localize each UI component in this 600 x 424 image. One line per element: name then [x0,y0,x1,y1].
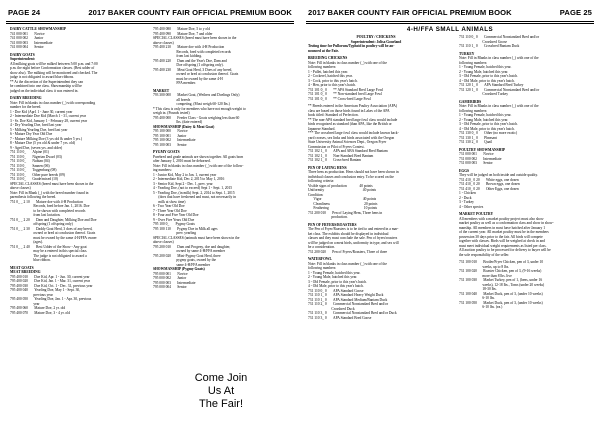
book-title: 2017 BAKER COUNTY FAIR OFFICIAL PREMIUM BOOK [308,8,512,17]
text-line: Uniformity 40 points [308,188,377,192]
text-line: 795 000 002 Junior [153,276,187,280]
text-line: 751 110 0_ Toggenburg (08) [10,168,57,172]
text-line: 751 0_ _ 2 10 Mature doe with 4-H Production [10,199,83,204]
text-line: 795 100 0_ Pygmy Goats [153,222,195,226]
text-line: show also). The milking will be monitored and checked. The [10,70,98,75]
text-line: market poultry as well as a conformation class and show in show- [459,221,554,225]
text-line: may be a entered in this special class. [10,249,88,253]
section-heading: BREEDING CHICKENS [308,56,348,60]
text-line: Purebred and grade animals are shown together. All goats born [153,154,244,159]
text-line: 2 - Young Male, hatched this year. [459,117,509,122]
text-line: 2 - Young Male, hatched this year. [308,275,358,279]
text-line: 795 100 110 Pygmy Doe in Milk all ages [153,226,218,231]
text-line: 731 130 2_ 0 Quail [459,140,493,144]
text-line: 3 - Sr. Doe Kid, January 1 - February 28, current year [10,118,88,123]
text-line: 741 000 003 Intermediate [10,40,53,45]
text-line: individual classes and conclusion entry. To be scored on the [308,174,394,179]
text-line: 795 400 210 Mature doe with 4-H Production [153,45,225,49]
text-line: 5 - Milking Yearling Doe, bred last year [10,127,68,132]
left-column-1 [10,27,146,315]
text-line: book titled: Standard of Perfection. [308,113,359,117]
section-heading: MARKET [153,88,170,93]
text-line: SPECIAL CLASSES (animals must have been shown in the [153,235,240,240]
come-join-message [153,372,289,411]
text-line: All milking goats will be milked between 5:00 p.m. and 7:00 [10,61,98,66]
text-line: 795 000 003 Intermediate [153,280,196,285]
text-line: 795 400 010 Doe Kid, Apr. 1 - Jun. 30, current year [10,274,90,279]
text-line: 1 - Pullet, hatched this year. [308,69,349,74]
text-line: 731 200 020 Pen of Fryers/Roasters, Three of three [308,249,388,254]
text-line: *** The crossbred large fowl class would include known back- [308,131,399,135]
text-line: 795 400 040 Yearling Doe, May 1 - Sept. 30, [10,288,81,292]
text-line: 795 400 000 Feeder Class - Goats weighing less than 60 [153,115,240,120]
page-header [308,8,592,17]
text-line: owned or bred at conclusion thereof. Goats [153,72,239,76]
text-line: more than 8 lbs. live [459,273,512,278]
text-line: 795 100 003 Senior [153,142,187,147]
text-line: 751 110 0_ Saanen (06) [10,163,50,168]
text-line: SPECIAL CLASSES (breed must have been shown in the [153,36,237,40]
book-title: 2017 BAKER COUNTY FAIR OFFICIAL PREMIUM BOOK [88,8,292,17]
text-line: possession 30 days prior to the fair. All birds will compete [459,234,543,239]
text-line: 731 101 0_ 0 ** Cross-bred Large Fowl [308,96,371,101]
text-line: above classes) [10,186,31,190]
text-line: 731 410_ 0 20 White eggs, one dozen [459,177,519,182]
text-line: 795 400 090 Mature Doe, 7 and older [153,31,213,36]
text-line: 741 000 001 Novice [10,31,45,36]
text-line: from last lactation. [10,213,61,217]
text-line: All auction poultry to be processed for delivery to buyer will be [459,248,551,252]
text-line: 731 100 020 Roaster Chicken, pen of 3, (9-16 weeks) [459,269,542,273]
text-line: 795 400 050 Yearling Doe, Jan. 1 - Apr. 30, previous [10,297,92,301]
text-line: 795 400 030 Doe Kid, Oct. 1 - Dec. 31, previous year [10,283,93,288]
text-line: 4 - Other species [459,204,484,209]
text-line: 795 100 002 Intermediate [153,138,196,142]
text-line: 731 100 040 Market Duck, pen of 3, (under 10 weeks) [459,291,543,296]
text-line: 2 - Young Male, hatched this year. [459,69,509,74]
text-line: 1 - Young Female, hatched this year. [459,65,512,69]
text-line: following criteria: [308,179,335,183]
text-line: * This class is only for members who have not enough weight to [153,106,246,111]
text-line: after January 1, 2016 must be dehorned. [153,159,211,163]
section-heading: WATERFOWL [308,257,332,261]
text-line: All members with a market poultry project must also show [459,216,544,221]
text-line: Note: Fill in Blanks in class number (_) with one of the [459,56,539,60]
text-line: 731 110 3_ 0 Commercial Nonstandard Bred and/or Duck [308,311,397,315]
text-line: of the current year. All market poultry must be in the members [459,230,549,234]
section-heading: POULTRY SHOWMANSHIP [459,147,506,152]
text-line: 731 100 050 Market Duck, pen of 3, (under 10 weeks) [459,300,543,305]
text-line: 1 - Doe Kid (Apr1 1 - June 30, current year [10,109,73,114]
text-line: Feathering 10 points [308,206,378,210]
header-rule [6,21,294,22]
text-line: Records, bred with completed records [153,49,231,54]
page-header [8,8,292,17]
text-line: ** At the discretion of the Superintendent they can [10,79,84,84]
text-line: 795 000 001 Novice [153,271,188,276]
section-heading: POULTRY / CHICKENS [356,35,396,39]
text-line: Three hens as production. Hens should not have been shown in [308,170,399,174]
text-line: 795 200 020 Mini-Pygmy Goat Herd, three [153,253,221,258]
text-line: milk at show time) [153,199,186,204]
text-line: 731 101 0_ 0 ** Non-standard bred Large Fowl [308,92,382,96]
text-line: weeks, up to 8 lbs. [459,264,510,269]
text-line: 1 - Junior Kid, May 2 to Jan. 1, current year [153,172,217,177]
text-line: number for the breed. [10,105,42,109]
text-line: class are based on those birds found in Lakes of the APA [308,108,390,113]
text-line: 9 - Aged Doe, (seven yrs. and older) [10,145,63,150]
text-line: 2 - Cockerel, hatched this year. [308,74,353,78]
text-line: 4 - Old Male, prior to this year's hatch. [308,284,364,288]
section-heading: SHOWMANSHIP (Dairy & Meat Goat) [153,124,215,129]
text-line: 731 100 030 Market Turkey, pen of 1, (hens, under 16 [459,278,543,282]
text-line: 751 110 0_ Alpine (01) [10,150,49,154]
text-line: Commission or Pilot of Fryers Contest. [308,144,365,149]
right-column-2 [459,35,595,310]
text-line: competing, (Must weigh 60-120 lbs.) [153,102,230,106]
text-line: 3 - Turkey [459,200,474,204]
text-line: 731 000 002 Intermediate [459,156,502,161]
text-line: ** Breeds entered in the American Poultry Association (APA) [308,104,398,108]
text-line: 3 - Old Female, prior to this year's hatch. [459,122,518,126]
section-heading: Testing time for Pullorum/Typhoid in poultry will be an- [308,44,395,48]
text-line: (does that have freshened and must, not necessarily in [153,195,236,199]
text-line: 731 110 0_ 0 APA Standard Goose [308,288,364,293]
section-heading: EGGS [459,168,469,173]
text-line: Note: Fill in blanks in class number (_) with one of the [308,60,387,65]
text-line: Japanese Standard. [308,126,336,131]
come-join-line: The Fair! [198,398,243,410]
text-line: 795 100 001 Junior [153,133,187,138]
text-line: 7 - Three Year Old Doe [153,208,187,213]
text-line: 6-10 lbs. [459,296,495,300]
text-line: 751 0_ _ 2 30 Daddy Goat Herd, 3 does of any breed, [10,226,93,231]
text-line: production. [308,215,348,219]
text-line: Crossbred Duck [308,306,355,311]
text-line: yard crosses, sex links and birds associated with the Oregon [308,135,395,140]
text-line: weigh in. (Pounds tested) [153,111,190,115]
text-line: 795 400 080 Mature Doe, 5 to y old [153,27,210,31]
text-line: 3 - Senior Kid, Sept 2 - Dec. 1, prev. year [153,181,213,186]
text-line: 6 - Two Year Old Doe [153,204,185,208]
right-page [300,0,600,424]
text-line: 795 100 000 Novice [153,129,188,133]
text-line: 731 102 1_ 0 Non-Standard Bred Bantam [308,153,374,158]
text-line: year [10,301,40,306]
text-line: They will be judged on both inside and outside quality. [459,173,539,177]
text-line: blue ribbon. [10,258,51,262]
section-heading: MEAT BREEDING [10,270,41,274]
section-heading: SHOWMANSHIP (Pygmy Goats) [153,267,205,271]
text-line: 8 - Four and Five Year Old Doe [153,213,199,217]
text-line: 731 120 1_ 0 APA Standard Bred Turkey [459,83,524,87]
text-line: 3 - Old Female, prior to this year's hatch. [308,279,367,284]
text-line: must be owned by the same 4-H [153,76,223,81]
text-line: 18-30 lbs. [459,287,497,291]
text-line: 751 110 0_ Nubian (04) [10,159,50,163]
text-line: 751 110 0_ Nigerian Dwarf (03) [10,154,62,159]
text-line: the sole responsibility of the seller. [459,252,510,257]
text-line: 751 0_ _ 2 40 Best Udder of the Show - Any goat [10,244,87,249]
text-line: Doe offspring (1 offspring only). [153,63,224,67]
text-line: Note: Fill in blanks in class number (_) with corresponding [10,100,96,105]
section-heading: Superintendent: [10,57,35,61]
text-line: (ages). [10,240,44,244]
text-line: 731 110 1_ 0 APA Standard Heavy Weight Duck [308,293,384,297]
text-line: offspring (1 offspring only) [10,222,73,226]
text-line: to be shown with completed records [10,208,86,213]
page-number: PAGE 25 [559,8,592,17]
text-line: 4 - Old Male, prior to this year's hatch. [459,126,515,131]
section-heading: DAIRY BREEDING [10,96,42,100]
text-line: weeks), 12-18 lbs., Toms (under 20 weeks) [459,282,545,287]
text-line: ing numbers: [153,168,172,172]
text-line: 731 100 010 Broiler/Fryer Chicken, pen of 3, under 10 [459,260,544,264]
text-line: all breeds [153,97,191,102]
text-line: parenthesis following the breed. [10,195,57,199]
section-heading: PEN OF LAYING HENS [308,165,347,170]
text-line: Note: Fill in blanks in class number (_) with one of the [308,261,387,266]
text-line: The judge is not obligated to award a [10,253,87,258]
text-line: 731 130 1_ 0 Pheasant [459,135,497,140]
text-line: 2 - Duck [459,195,472,200]
text-line: 731 101 0_ 0 ** APA Standard Bred Large Fowl [308,87,384,92]
text-line: 731 110 2_ 0 Commercial Nonstandard Bred and/or [308,302,389,306]
header-rule [306,21,594,22]
text-line: 795 400 060 Mature Doe, 2 yr. old [10,306,66,310]
header-rule-thin [306,23,594,24]
come-join-line: Us At [207,385,235,397]
text-line: Condition: [308,192,324,197]
text-line: birds recognized as standard (than APA, like the British or [308,122,392,126]
text-line: Vigor 40 points [308,197,377,201]
text-line: ** The non-APA standard bred large fowl class would include [308,117,398,122]
header-rule-thin [6,23,294,24]
text-line: 1 - Chicken [459,191,476,195]
text-line: 2 - Intermediate Doe Kid (March 1 - 31, current year [10,114,86,118]
section-heading: Superintendent: Jolisa Gourland [350,39,402,44]
text-line: 741 000 004 Senior [10,45,44,49]
text-line: Note: Fill in Blank (_) with the breed number found in [10,190,89,195]
text-line: following numbers: [308,266,337,270]
text-line: must meet individual weight requirements as listed per class. [459,243,547,248]
text-line: Crossbred Goose [459,39,508,44]
text-line: 751 0_ _ 2 20 Dam and Daughter, Milking Doe and Doe [10,217,97,222]
text-line: 8 - Mature Doe (5 yrs old & under 7 yrs. old) [10,141,76,145]
text-line: 751 110 0_ Other pure breeds (09) [10,172,65,177]
text-line: 2 - Intermediate Kid, Dec 2, 2015 to May 1, 2016 [153,177,225,181]
text-line: 731 102 1_ 0 Cross-bred Bantam [308,158,362,162]
text-line: The Pen of Fryer/Roasters is to be tied to and entered in a mar- [308,227,399,231]
text-line: owned by same 4-H/FFA member [153,249,226,253]
text-line: 731 110 1_ 0 APA Standard Medium/Bantam Duck [308,297,388,302]
page-number: PAGE 24 [8,8,41,17]
section-heading: MEAT GOATS [10,265,34,270]
text-line: 1 - Young Female, hatched this year. [459,113,512,117]
left-column-2 [153,27,289,290]
text-line: State University Animal Sciences Dept., Oregon Fryer [308,140,387,144]
text-line: previous year [10,292,53,297]
text-line: 731 410_ 0 20 Other Eggs, one dozen [459,186,519,191]
text-line: following numbers: [308,65,337,69]
text-line: will be judged on a meat birds, uniformity in type, and sex will [308,240,399,245]
text-line: following numbers: [459,108,488,113]
text-line: 795 400 220 Dam and the Year's Doe, Dam and [153,58,227,63]
text-line: owned or bred at conclusion thereof. Goats [10,231,96,235]
text-line: be combined into one class. Showmanship will be [10,84,82,88]
text-line: p.m. the night before Conformation classes. (Best udder of [10,66,95,70]
text-line: 731 000 001 Novice [459,152,494,156]
section-heading: DAIRY CATTLE SHOWMANSHIP [10,27,66,31]
text-line: Visible signs of production 40 points [308,183,373,188]
section-heading: PYGMY GOATS [153,150,180,154]
text-line: 6 - Mature Dry Year Old Doe [10,132,53,136]
section-heading: DAIRY GOATS [10,52,35,57]
section-title: 4-H/FFA SMALL ANIMALS [406,26,494,33]
text-line: 5 - Yearling Doe, (in milk) Sept. 2, 2014 to Sept. 1, 2015 [153,190,235,195]
text-line: ket class. The exhibits should be displayed in individual [308,231,389,236]
text-line: 731 200 010 Pen of Laying Hens, Three hens in [308,210,383,215]
text-line: prev. yearling [153,231,197,235]
text-line: from last kidding. [153,54,203,58]
text-line: 9 - Over Five Years Old Doe [153,217,195,222]
section-heading: GAMEBIRDS [459,99,482,104]
text-line: classes and they must conclude the sale. Pen of fryers/roasters [308,236,398,240]
text-line: 795 400 070 Mature Doe, 3 - 4 yr. old [10,310,70,315]
text-line: 793 300 000 Market Goat, (Wethers and Doelings Only) [153,93,240,97]
text-line: together with classes. Birds will be weighed at check in and [459,239,545,243]
text-line: manship. All members in most have hatched after January 1 [459,225,546,230]
text-line: judged on the individual class it was entered in. [10,88,79,93]
text-line: 795 400 230 Meat Goat Herd, 3 Does of any breed, [153,67,233,72]
text-line: 795 200 010 Dam and Progeny, doe and daughter, [153,244,231,249]
text-line: judge is not obligated to award blue ribbons. [10,75,75,79]
text-line: Cleanliness 20 points [308,201,378,206]
text-line: 795 000 004 Senior [153,285,187,289]
text-line: Records, bred before Jan. 1, 2016. Doe [10,204,90,208]
text-line: 3 - Cock, prior to this year's hatch. [308,78,358,83]
text-line: 4 - Old Male, prior to this year's hatch. [459,78,515,83]
text-line: 4 - Hen, prior to this year's hatch. [308,83,357,87]
text-line: 731 102 1_ 0 APA and ABA Standard Bred Bantam [308,149,388,153]
text-line: be a consideration. [308,245,336,249]
text-line: 4 - Dry Yearling Doe, bred last year [10,123,62,127]
text-line: 751 110 0_ Grade/mixed (10) [10,177,58,181]
text-line: Note: Fill in blanks in class number (_) with one of the follow- [153,163,244,168]
section-heading: nounced at the Fair. [308,48,339,53]
text-line: 6-10 lbs. (ea.) [459,305,503,309]
section-heading: MARKET POULTRY [459,212,494,216]
text-line: following numbers: [459,60,488,65]
text-line: lbs. (date entered) [153,120,203,124]
text-line: above classes) [153,40,174,45]
text-line: 731 110 1_ 0 Crossbred Bantam Duck [459,44,520,48]
text-line: 731 110 3_ 0 APA Standard Bred Goose [308,315,372,320]
text-line: above classes) [153,240,174,244]
text-line: 795 400 020 Doe Kid, Jan. 1 - Mar. 31, current year [10,279,90,283]
text-line: FFA member. [153,81,196,85]
text-line: Note: Fill in Blanks in class number (_) with one of the [459,104,539,108]
text-line: 741 000 002 Junior [10,36,44,40]
text-line: 1 - Young Female, hatched this year. [308,270,361,275]
text-line: SPECIAL CLASSES (breed must have been shown in the [10,181,94,186]
text-line: Crossbred Turkey [459,92,509,96]
text-line: 3 - Old Female, prior to this year's hatch. [459,74,518,78]
right-column-1 [308,35,444,320]
section-heading: PEN OF FRYERS/ROASTERS [308,222,357,227]
text-line: 731 000 003 Senior [459,161,493,165]
text-line: 731 120 1_ 0 Commercial Nonstandard Bred and/or [459,87,540,92]
text-line: same 4-H/FFA member [153,262,211,267]
text-line: must be owned by the same 4-H/FFA owner [10,235,97,240]
text-line: 731 110 0_ 0 Commercial Nonstandard Bred and/or [459,35,540,39]
text-line: 731 410_ 0 20 Brown eggs, one dozen [459,182,520,186]
text-line: pygmy goats, owned by the [153,258,216,262]
text-line: 4 - Yearling Doe, (not to exceed) Sept 1 - Sept. 1, 2015 [153,186,233,190]
come-join-line: Come Join [194,372,248,384]
section-heading: TURKEY [459,51,475,56]
text-line: 731 130 0_ 0 Other (no more exotic) [459,131,518,135]
text-line: 7 - Mature Milking Doe (3 yrs old & under 5 yrs.) [10,136,83,141]
